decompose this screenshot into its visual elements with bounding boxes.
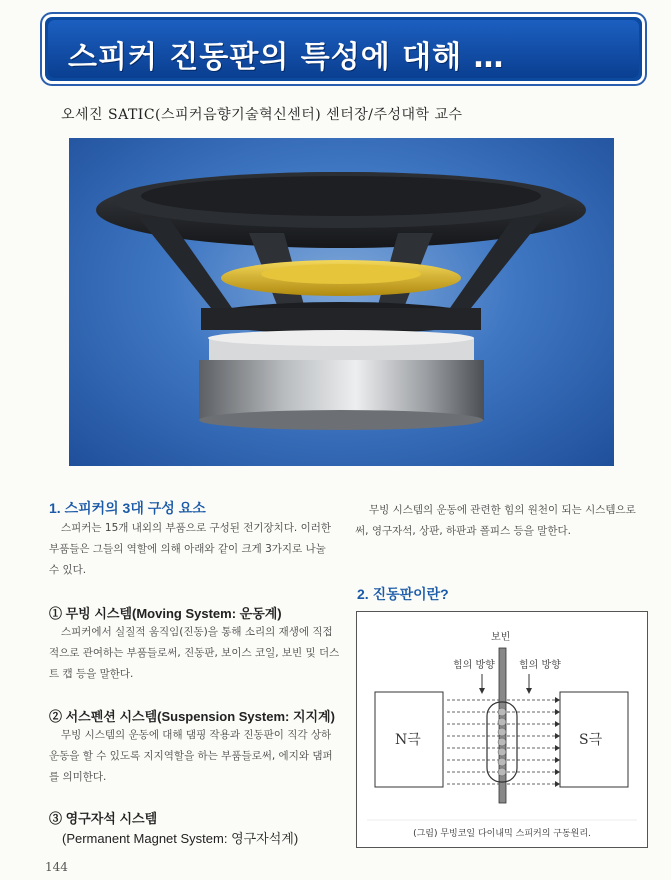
magnet-system-heading: ③ 영구자석 시스템 <box>49 811 158 826</box>
intro-line-3: 수 있다. <box>49 564 87 576</box>
moving-system-text <box>49 622 349 685</box>
moving-line-3: 트 캡 등을 말한다. <box>49 668 134 680</box>
page-number: 144 <box>45 860 68 874</box>
right-column-text <box>355 500 655 542</box>
section-2-heading: 2. 진동판이란? <box>357 586 449 602</box>
intro-line-2: 부품들은 그들의 역할에 의해 아래와 같이 크게 3가지로 나눌 <box>49 543 326 555</box>
force-direction-label-right: 힘의 방향 <box>519 660 561 671</box>
force-direction-label-left: 힘의 방향 <box>453 660 495 671</box>
driving-principle-diagram <box>356 611 648 848</box>
moving-line-2: 적으로 관여하는 부품들로써, 진동판, 보이스 코일, 보빈 및 더스 <box>49 647 340 659</box>
s-pole-label: S극 <box>579 732 603 748</box>
magnet-system-subheading: (Permanent Magnet System: 영구자석계) <box>62 831 299 846</box>
suspension-system-heading: ② 서스펜션 시스템(Suspension System: 지지계) <box>49 709 335 724</box>
intro-line-1: 스피커는 15개 내외의 부품으로 구성된 전기장치다. 이러한 <box>61 522 332 534</box>
section-1-intro <box>49 518 349 581</box>
speaker-photo <box>69 138 614 466</box>
suspension-line-3: 를 의미한다. <box>49 771 107 783</box>
diagram-caption: (그림) 무빙코일 다이내믹 스피커의 구동원리. <box>413 829 591 839</box>
section-1-heading: 1. 스피커의 3대 구성 요소 <box>49 500 206 516</box>
page-title: 스피커 진동판의 특성에 대해 … <box>68 40 505 75</box>
right-line-1: 무빙 시스템의 운동에 관련한 힘의 원천이 되는 시스템으로 <box>369 504 636 516</box>
suspension-line-2: 운동을 할 수 있도록 지지역할을 하는 부품들로써, 에지와 댐퍼 <box>49 750 333 762</box>
bobbin-label: 보빈 <box>491 632 511 643</box>
title-banner-inner <box>48 20 639 78</box>
speaker-illustration <box>69 138 614 466</box>
n-pole-label: N극 <box>395 732 421 748</box>
suspension-line-1: 무빙 시스템의 운동에 대해 댐핑 작용과 진동판이 직각 상하 <box>61 729 332 741</box>
right-line-2: 써, 영구자석, 상판, 하판과 폴피스 등을 말한다. <box>355 525 571 537</box>
title-banner <box>42 14 645 84</box>
moving-system-heading: ① 무빙 시스템(Moving System: 운동계) <box>49 606 282 621</box>
author-line: 오세진 SATIC(스피커음향기술혁신센터) 센터장/주성대학 교수 <box>61 107 463 123</box>
suspension-system-text <box>49 725 349 788</box>
moving-line-1: 스피커에서 실질적 움직임(진동)을 통해 소리의 재생에 직접 <box>61 626 333 638</box>
